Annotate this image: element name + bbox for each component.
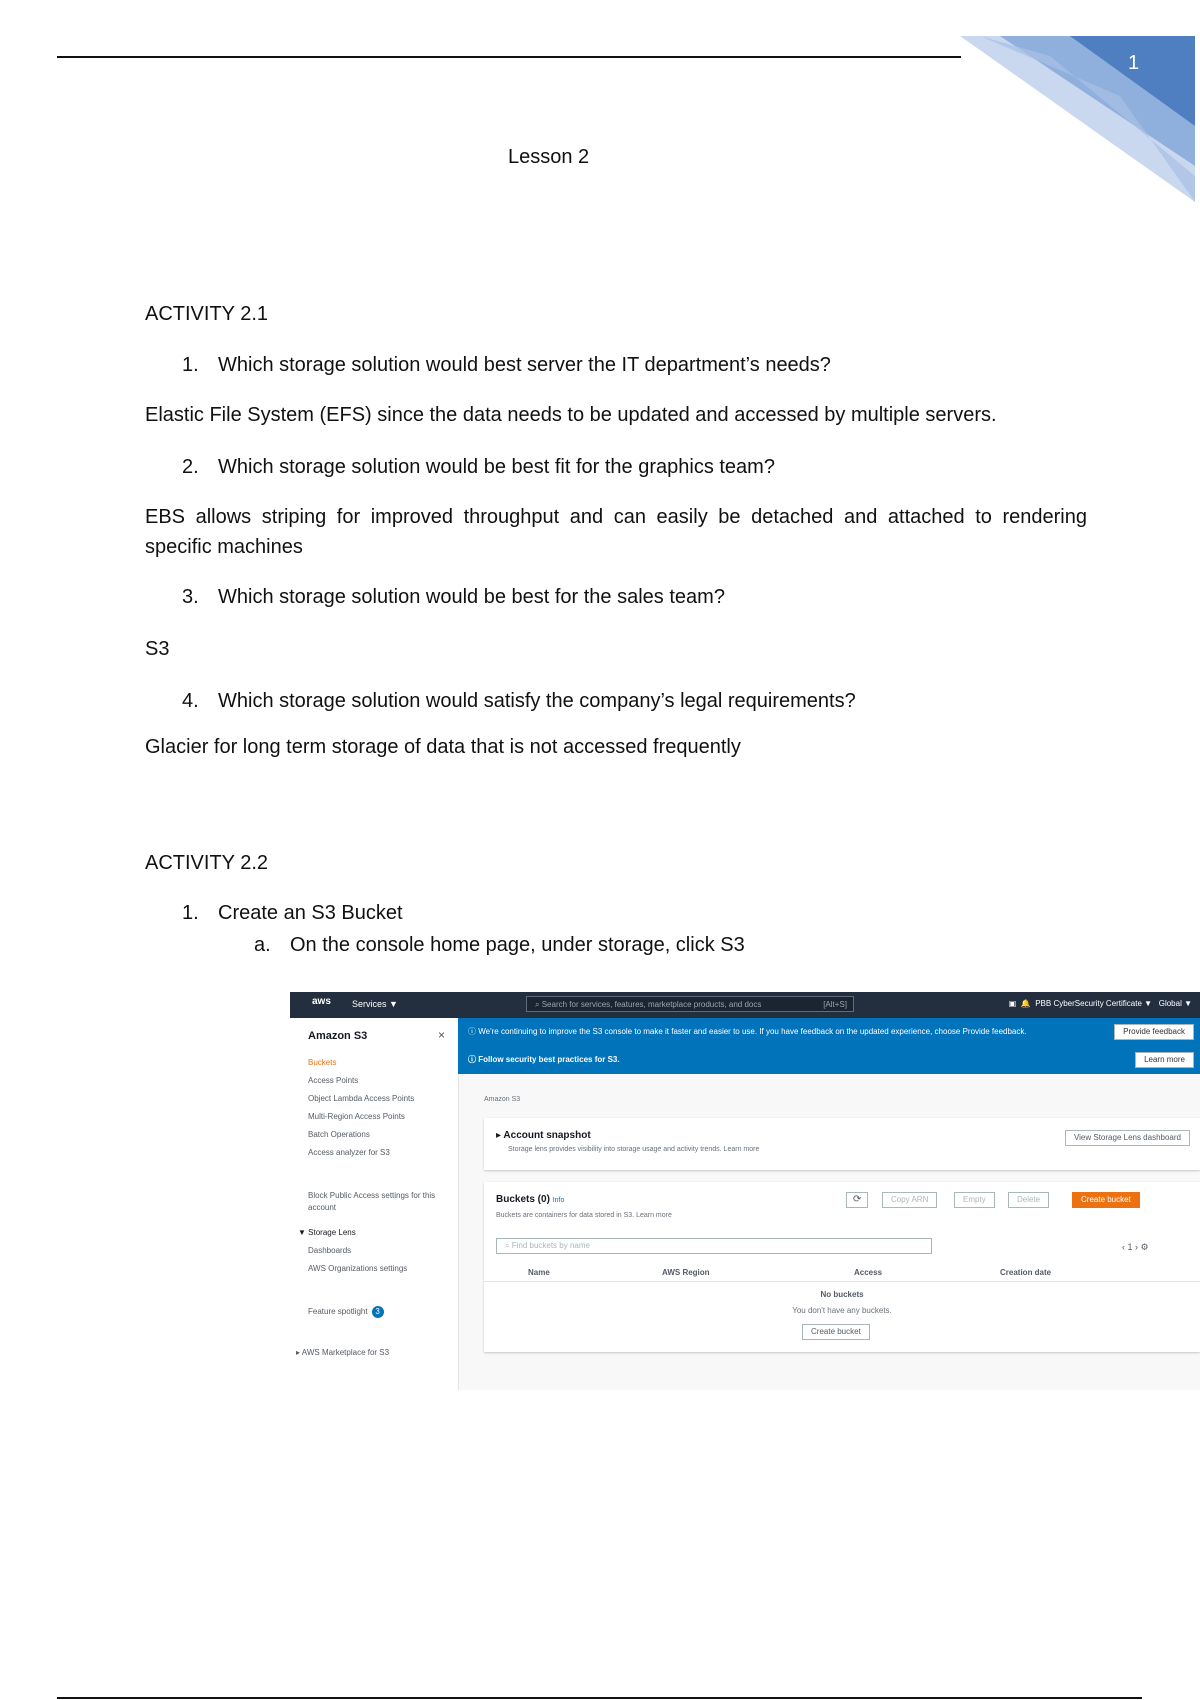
corner-decoration [960, 36, 1200, 202]
answer-1: Elastic File System (EFS) since the data needs to be updated and accessed by multiple servers. [145, 404, 997, 426]
table-rule [484, 1281, 1200, 1282]
answer-2: EBS allows striping for improved throughput and can easily be detached and attached to rendering specific machines [145, 506, 1087, 558]
find-buckets-input[interactable]: ⌕ Find buckets by name [496, 1238, 932, 1254]
activity-2-2-heading: ACTIVITY 2.2 [145, 852, 269, 874]
question-4: 4. Which storage solution would satisfy the company’s legal requirements? [182, 690, 856, 712]
no-buckets-subtitle: You don't have any buckets. [792, 1306, 892, 1315]
column-access[interactable]: Access [854, 1268, 883, 1277]
copy-arn-button[interactable]: Copy ARN [882, 1192, 937, 1208]
account-menu[interactable]: PBB CyberSecurity Certificate ▼ [1035, 999, 1153, 1008]
snapshot-subtitle: Storage lens provides visibility into storage usage and activity trends. Learn more [508, 1146, 760, 1153]
security-banner [458, 1046, 1200, 1074]
column-region[interactable]: AWS Region [662, 1268, 710, 1277]
pagination[interactable]: ‹ 1 › ⚙ [1122, 1242, 1149, 1252]
sidebar-item-object-lambda[interactable]: Object Lambda Access Points [308, 1094, 415, 1103]
column-creation-date[interactable]: Creation date [1000, 1268, 1052, 1277]
feedback-banner [458, 1018, 1200, 1046]
console-search-input[interactable]: ⌕ Search for services, features, marketplace products, and docs [Alt+S] [526, 996, 854, 1012]
learn-more-button[interactable]: Learn more [1135, 1052, 1194, 1068]
sidebar-item-block-public-access[interactable]: Block Public Access settings for this account [308, 1191, 436, 1212]
header-rule [57, 56, 961, 58]
search-icon: ⌕ [505, 1241, 512, 1250]
topbar-right [1009, 999, 1192, 1008]
search-shortcut: [Alt+S] [823, 1000, 847, 1009]
column-name[interactable]: Name [528, 1268, 550, 1277]
buckets-subtitle: Buckets are containers for data stored in S3. Learn more [496, 1212, 672, 1219]
page-number: 1 [1128, 52, 1140, 74]
provide-feedback-button[interactable]: Provide feedback [1114, 1024, 1194, 1040]
close-icon[interactable]: × [438, 1028, 446, 1042]
lesson-title: Lesson 2 [508, 146, 590, 168]
activity-2-1-heading: ACTIVITY 2.1 [145, 303, 269, 325]
view-storage-lens-button[interactable]: View Storage Lens dashboard [1065, 1130, 1190, 1146]
sidebar-item-buckets[interactable]: Buckets [308, 1058, 337, 1067]
sidebar-item-marketplace[interactable]: ▸ AWS Marketplace for S3 [296, 1348, 390, 1357]
answer-3: S3 [145, 638, 170, 660]
s3-sidebar [290, 1018, 459, 1390]
no-buckets-title: No buckets [820, 1290, 864, 1299]
buckets-card [484, 1182, 1200, 1352]
sidebar-title: Amazon S3 [308, 1030, 368, 1042]
substep-a: a. On the console home page, under storage, click S3 [254, 934, 745, 956]
sidebar-storage-lens[interactable]: ▼ Storage Lens [298, 1228, 356, 1237]
cloudshell-icon[interactable]: ▣ [1008, 999, 1017, 1008]
search-icon: ⌕ [535, 1000, 542, 1009]
question-3: 3. Which storage solution would be best for the sales team? [182, 586, 725, 608]
empty-button[interactable]: Empty [954, 1192, 995, 1208]
sidebar-item-feature-spotlight[interactable]: Feature spotlight 3 [308, 1306, 384, 1318]
question-2: 2. Which storage solution would be best fit for the graphics team? [182, 456, 775, 478]
step-1: 1. Create an S3 Bucket [182, 902, 403, 924]
refresh-icon: ⟳ [853, 1194, 862, 1205]
refresh-button[interactable] [846, 1192, 868, 1208]
question-1: 1. Which storage solution would best server the IT department’s needs? [182, 354, 831, 376]
sidebar-item-org-settings[interactable]: AWS Organizations settings [308, 1264, 408, 1273]
create-bucket-button[interactable]: Create bucket [1072, 1192, 1140, 1208]
footer-rule [57, 1697, 1142, 1699]
services-menu[interactable]: Services ▼ [352, 999, 398, 1009]
answer-4: Glacier for long term storage of data that is not accessed frequently [145, 736, 741, 758]
sidebar-item-dashboards[interactable]: Dashboards [308, 1246, 352, 1255]
sidebar-item-access-points[interactable]: Access Points [308, 1076, 359, 1085]
sidebar-item-multi-region[interactable]: Multi-Region Access Points [308, 1112, 405, 1121]
s3-console-screenshot [290, 992, 1200, 1390]
sidebar-item-access-analyzer[interactable]: Access analyzer for S3 [308, 1148, 390, 1157]
buckets-info-link[interactable]: Info [552, 1197, 565, 1204]
bell-icon[interactable]: 🔔 [1020, 999, 1031, 1008]
feature-badge: 3 [372, 1306, 384, 1318]
account-snapshot-card [484, 1118, 1200, 1170]
region-menu[interactable]: Global ▼ [1158, 999, 1192, 1008]
snapshot-title[interactable]: ▸ Account snapshot [496, 1130, 591, 1141]
aws-topbar [290, 992, 1200, 1018]
feedback-text: ⓘ We're continuing to improve the S3 console to make it faster and easier to use. If you have feedback on the updated experience, choose Provide feedback. [468, 1027, 1027, 1036]
breadcrumb[interactable]: Amazon S3 [484, 1096, 521, 1103]
security-text: ⓘ Follow security best practices for S3. [468, 1055, 620, 1064]
delete-button[interactable]: Delete [1008, 1192, 1049, 1208]
sidebar-item-batch-operations[interactable]: Batch Operations [308, 1130, 370, 1139]
empty-create-bucket-button[interactable]: Create bucket [802, 1324, 870, 1340]
buckets-title: Buckets (0) Info [496, 1194, 565, 1205]
aws-logo[interactable]: aws [312, 996, 331, 1007]
